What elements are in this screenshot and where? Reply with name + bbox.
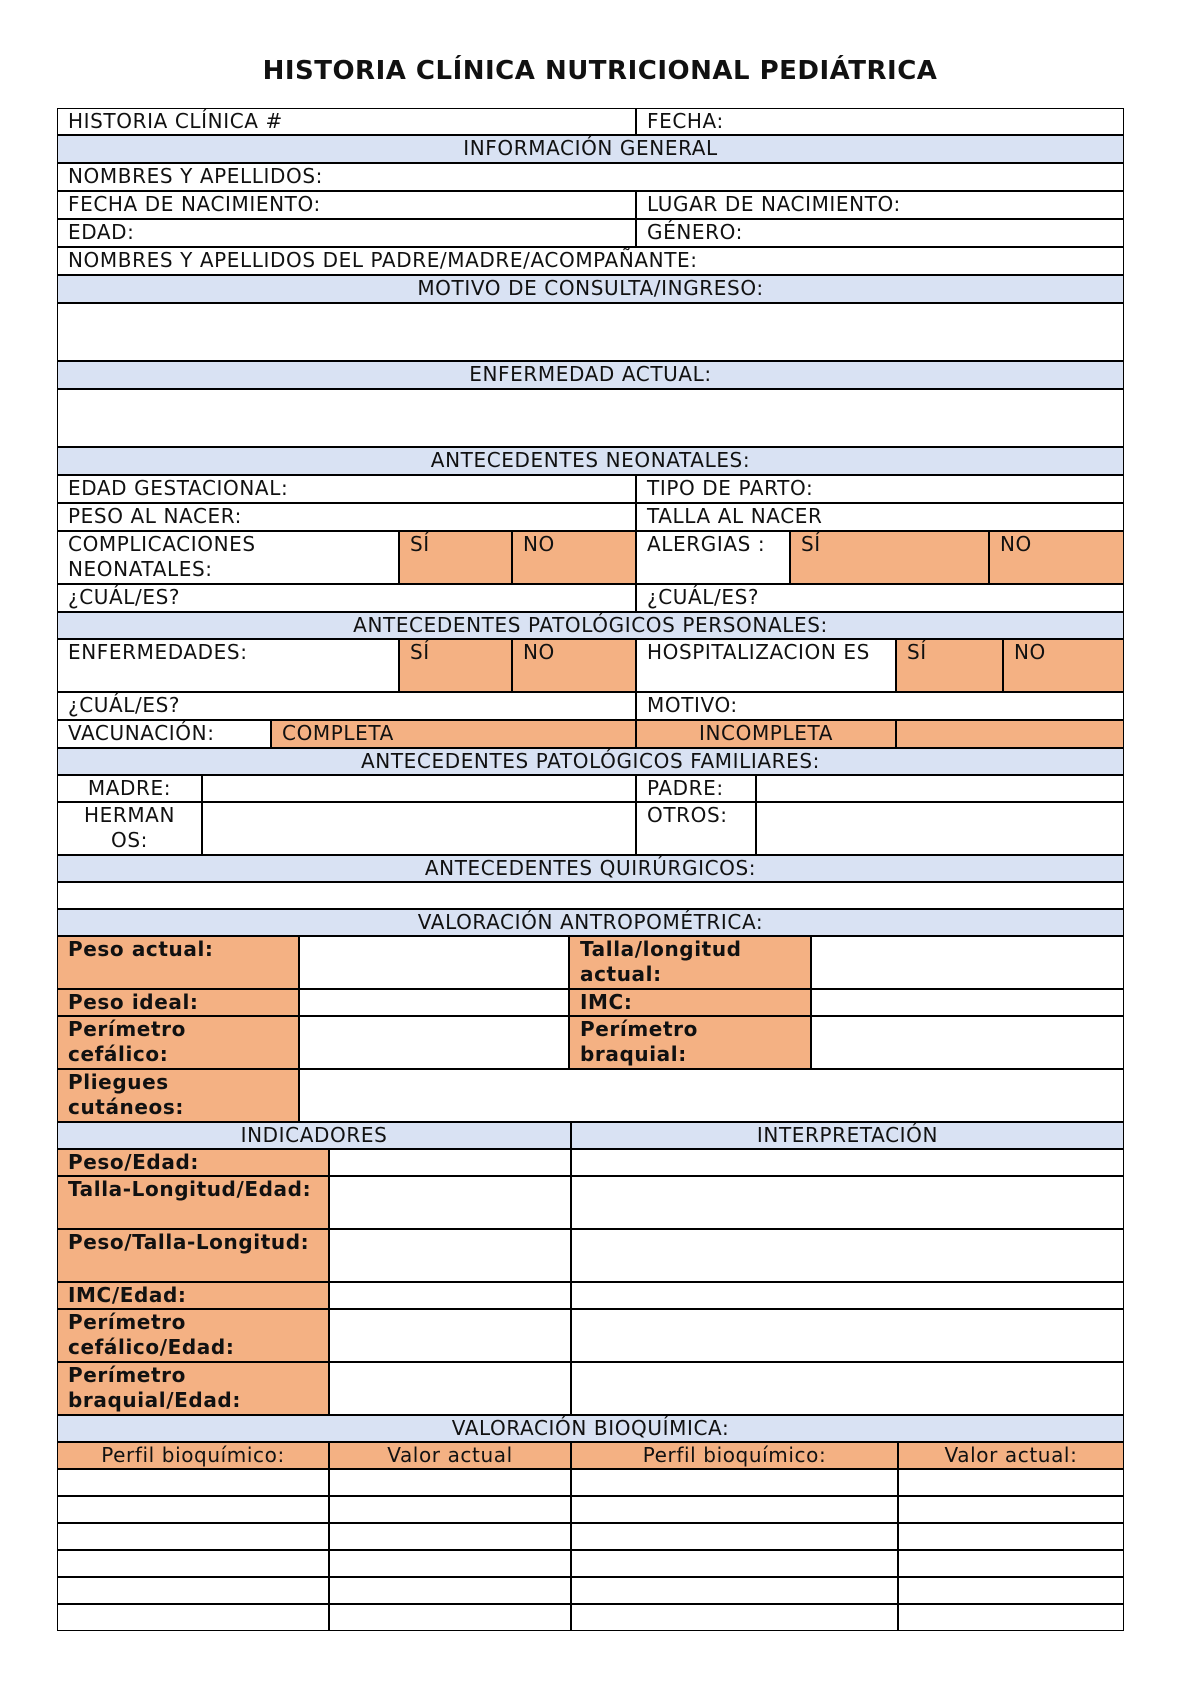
section-header-bioquimica: VALORACIÓN BIOQUÍMICA: xyxy=(57,1415,1124,1442)
section-header-motivo: MOTIVO DE CONSULTA/INGRESO: xyxy=(57,275,1124,303)
perfil-bioquimico-header-1: Perfil bioquímico: xyxy=(57,1442,329,1469)
hermanos-field[interactable] xyxy=(202,802,636,855)
talla-actual-field[interactable] xyxy=(811,936,1124,989)
enfermedades-si-option[interactable]: SÍ xyxy=(399,639,512,692)
bioquimica-cell[interactable] xyxy=(898,1604,1124,1631)
bioquimica-cell[interactable] xyxy=(57,1469,329,1496)
hospitalizacion-motivo-label: MOTIVO: xyxy=(647,693,738,717)
bioquimica-cell[interactable] xyxy=(329,1469,571,1496)
indicador-interpretacion-field[interactable] xyxy=(571,1282,1124,1309)
lugar-nacimiento-field[interactable] xyxy=(636,191,1124,219)
padres-field[interactable] xyxy=(57,247,1124,275)
bioquimica-cell[interactable] xyxy=(57,1550,329,1577)
bioquimica-cell[interactable] xyxy=(898,1577,1124,1604)
indicador-label: IMC/Edad: xyxy=(57,1282,329,1309)
imc-field[interactable] xyxy=(811,989,1124,1016)
otros-field[interactable] xyxy=(756,802,1124,855)
complicaciones-si-option[interactable]: SÍ xyxy=(399,531,512,584)
tipo-parto-label: TIPO DE PARTO: xyxy=(647,476,814,500)
indicador-label: Peso/Talla-Longitud: xyxy=(57,1229,329,1282)
fecha-nacimiento-label: FECHA DE NACIMIENTO: xyxy=(68,192,321,216)
indicador-label: Perímetro braquial/Edad: xyxy=(57,1362,329,1415)
vacunacion-incompleta-box[interactable] xyxy=(896,720,1124,748)
nombres-label: NOMBRES Y APELLIDOS: xyxy=(68,164,323,188)
indicador-label: Peso/Edad: xyxy=(57,1149,329,1176)
complicaciones-cuales-field[interactable] xyxy=(57,584,636,612)
bioquimica-cell[interactable] xyxy=(898,1550,1124,1577)
complicaciones-no-option[interactable]: NO xyxy=(512,531,636,584)
padres-label: NOMBRES Y APELLIDOS DEL PADRE/MADRE/ACOMPAÑANTE: xyxy=(68,248,698,272)
alergias-label-text: ALERGIAS : xyxy=(647,532,766,556)
valor-actual-header-1: Valor actual xyxy=(329,1442,571,1469)
indicador-value-field[interactable] xyxy=(329,1149,571,1176)
indicadores-header: INDICADORES xyxy=(57,1122,571,1149)
bioquimica-cell[interactable] xyxy=(329,1550,571,1577)
enfermedad-textarea[interactable] xyxy=(57,389,1124,447)
padre-field[interactable] xyxy=(756,775,1124,802)
enfermedades-cuales-field[interactable] xyxy=(57,692,636,720)
bioquimica-cell[interactable] xyxy=(329,1604,571,1631)
tipo-parto-field[interactable] xyxy=(636,475,1124,503)
padre-label: PADRE: xyxy=(636,775,756,802)
hospitalizaciones-no-option[interactable]: NO xyxy=(1003,639,1124,692)
talla-nacer-label: TALLA AL NACER xyxy=(647,504,823,528)
genero-field[interactable] xyxy=(636,219,1124,247)
bioquimica-cell[interactable] xyxy=(329,1496,571,1523)
alergias-si-option[interactable]: SÍ xyxy=(790,531,989,584)
historia-number-field[interactable] xyxy=(57,108,636,135)
otros-label: OTROS: xyxy=(636,802,756,855)
bioquimica-cell[interactable] xyxy=(898,1523,1124,1550)
pliegues-field[interactable] xyxy=(299,1069,1124,1122)
alergias-no-option[interactable]: NO xyxy=(989,531,1124,584)
hospitalizaciones-label xyxy=(636,639,896,692)
perimetro-braquial-label: Perímetro braquial: xyxy=(569,1016,811,1069)
page-title: HISTORIA CLÍNICA NUTRICIONAL PEDIÁTRICA xyxy=(262,56,938,86)
indicador-interpretacion-field[interactable] xyxy=(571,1149,1124,1176)
lugar-nacimiento-label: LUGAR DE NACIMIENTO: xyxy=(647,192,901,216)
peso-actual-label: Peso actual: xyxy=(57,936,299,989)
enfermedades-no-option[interactable]: NO xyxy=(512,639,636,692)
fecha-label: FECHA: xyxy=(647,109,724,133)
indicador-interpretacion-field[interactable] xyxy=(571,1362,1124,1415)
indicador-label: Perímetro cefálico/Edad: xyxy=(57,1309,329,1362)
genero-label: GÉNERO: xyxy=(647,220,743,244)
talla-nacer-field[interactable] xyxy=(636,503,1124,531)
bioquimica-cell[interactable] xyxy=(329,1523,571,1550)
bioquimica-cell[interactable] xyxy=(571,1550,898,1577)
enfermedades-cuales-label: ¿CUÁL/ES? xyxy=(68,693,181,717)
section-header-neonatales: ANTECEDENTES NEONATALES: xyxy=(57,447,1124,475)
enfermedades-label: ENFERMEDADES: xyxy=(57,639,399,692)
pliegues-label: Pliegues cutáneos: xyxy=(57,1069,299,1122)
fecha-nacimiento-field[interactable] xyxy=(57,191,636,219)
bioquimica-cell[interactable] xyxy=(571,1604,898,1631)
perfil-bioquimico-header-2: Perfil bioquímico: xyxy=(571,1442,898,1469)
alergias-cuales-field[interactable] xyxy=(636,584,1124,612)
indicador-value-field[interactable] xyxy=(329,1362,571,1415)
hermanos-label xyxy=(57,802,202,855)
fecha-field[interactable] xyxy=(636,108,1124,135)
bioquimica-cell[interactable] xyxy=(571,1496,898,1523)
hospitalizacion-motivo-field[interactable] xyxy=(636,692,1124,720)
indicador-interpretacion-field[interactable] xyxy=(571,1309,1124,1362)
bioquimica-cell[interactable] xyxy=(57,1604,329,1631)
indicador-value-field[interactable] xyxy=(329,1309,571,1362)
bioquimica-cell[interactable] xyxy=(571,1469,898,1496)
bioquimica-cell[interactable] xyxy=(571,1577,898,1604)
indicador-interpretacion-field[interactable] xyxy=(571,1176,1124,1229)
indicador-value-field[interactable] xyxy=(329,1229,571,1282)
peso-nacer-label: PESO AL NACER: xyxy=(68,504,242,528)
peso-nacer-field[interactable] xyxy=(57,503,636,531)
bioquimica-cell[interactable] xyxy=(57,1523,329,1550)
section-header-enfermedad: ENFERMEDAD ACTUAL: xyxy=(57,361,1124,389)
edad-label: EDAD: xyxy=(68,220,135,244)
hospitalizaciones-label-text: HOSPITALIZACION ES xyxy=(647,640,870,664)
bioquimica-cell[interactable] xyxy=(57,1496,329,1523)
vacunacion-label: VACUNACIÓN: xyxy=(57,720,271,748)
imc-label: IMC: xyxy=(569,989,811,1016)
hermanos-label-text: HERMAN OS: xyxy=(83,803,176,852)
section-header-quirurgicos: ANTECEDENTES QUIRÚRGICOS: xyxy=(57,855,1124,882)
alergias-label xyxy=(636,531,790,584)
vacunacion-completa-option[interactable]: COMPLETA xyxy=(271,720,636,748)
valor-actual-header-2: Valor actual: xyxy=(898,1442,1124,1469)
section-header-familiares: ANTECEDENTES PATOLÓGICOS FAMILIARES: xyxy=(57,748,1124,775)
bioquimica-cell[interactable] xyxy=(571,1523,898,1550)
motivo-textarea[interactable] xyxy=(57,303,1124,361)
indicador-interpretacion-field[interactable] xyxy=(571,1229,1124,1282)
section-header-personales: ANTECEDENTES PATOLÓGICOS PERSONALES: xyxy=(57,612,1124,639)
hospitalizaciones-si-option[interactable]: SÍ xyxy=(896,639,1003,692)
complicaciones-label: COMPLICACIONES NEONATALES: xyxy=(57,531,399,584)
bioquimica-cell[interactable] xyxy=(898,1496,1124,1523)
historia-number-label: HISTORIA CLÍNICA # xyxy=(68,109,283,133)
complicaciones-cuales-label: ¿CUÁL/ES? xyxy=(68,585,181,609)
edad-field[interactable] xyxy=(57,219,636,247)
peso-ideal-field[interactable] xyxy=(299,989,569,1016)
madre-field[interactable] xyxy=(202,775,636,802)
nombres-field[interactable] xyxy=(57,163,1124,191)
peso-actual-field[interactable] xyxy=(299,936,569,989)
edad-gestacional-label: EDAD GESTACIONAL: xyxy=(68,476,289,500)
perimetro-braquial-field[interactable] xyxy=(811,1016,1124,1069)
perimetro-cefalico-label: Perímetro cefálico: xyxy=(57,1016,299,1069)
bioquimica-cell[interactable] xyxy=(329,1577,571,1604)
indicador-value-field[interactable] xyxy=(329,1176,571,1229)
edad-gestacional-field[interactable] xyxy=(57,475,636,503)
section-header-antropometrica: VALORACIÓN ANTROPOMÉTRICA: xyxy=(57,909,1124,936)
vacunacion-incompleta-option[interactable]: INCOMPLETA xyxy=(636,720,896,748)
bioquimica-cell[interactable] xyxy=(898,1469,1124,1496)
alergias-cuales-label: ¿CUÁL/ES? xyxy=(647,585,760,609)
indicador-label: Talla-Longitud/Edad: xyxy=(57,1176,329,1229)
talla-actual-label: Talla/longitud actual: xyxy=(569,936,811,989)
interpretacion-header: INTERPRETACIÓN xyxy=(571,1122,1124,1149)
indicador-value-field[interactable] xyxy=(329,1282,571,1309)
madre-label: MADRE: xyxy=(57,775,202,802)
bioquimica-cell[interactable] xyxy=(57,1577,329,1604)
quirurgicos-field[interactable] xyxy=(57,882,1124,909)
perimetro-cefalico-field[interactable] xyxy=(299,1016,569,1069)
peso-ideal-label: Peso ideal: xyxy=(57,989,299,1016)
section-header-general: INFORMACIÓN GENERAL xyxy=(57,135,1124,163)
